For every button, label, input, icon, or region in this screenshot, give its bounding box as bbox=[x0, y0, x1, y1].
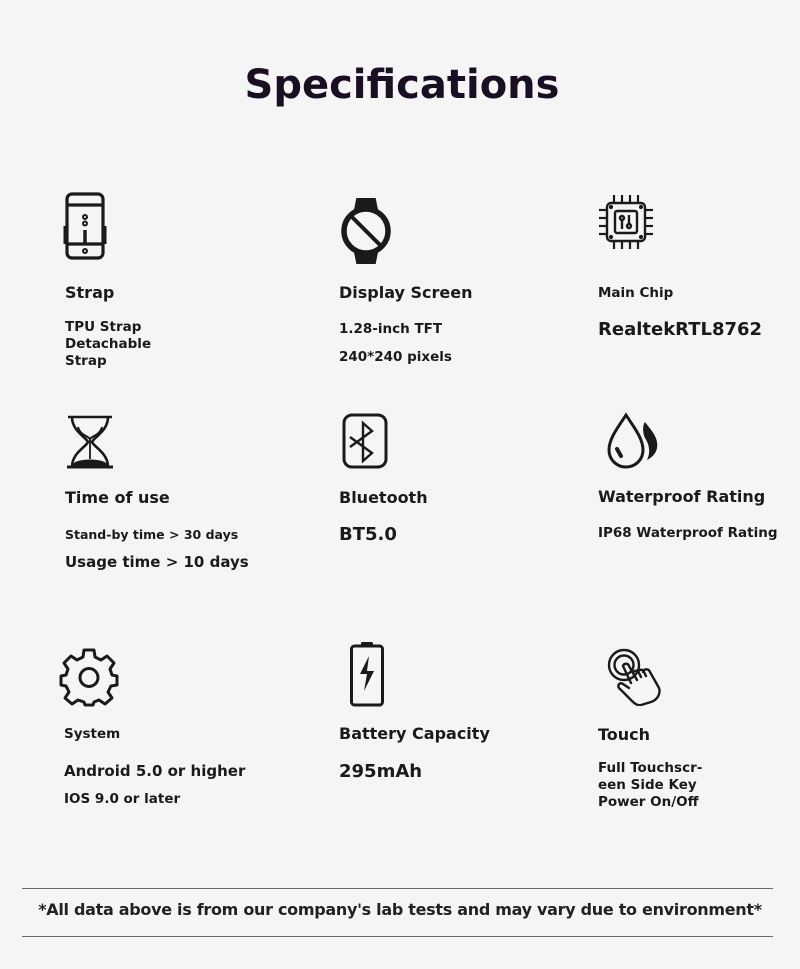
gear-icon bbox=[59, 647, 119, 707]
battery-icon bbox=[349, 641, 385, 707]
spec-label: Touch bbox=[598, 725, 651, 744]
spec-value bbox=[65, 319, 151, 370]
spec-value-line: Full Touchscr- bbox=[598, 760, 703, 776]
spec-value: IOS 9.0 or later bbox=[64, 791, 181, 807]
spec-value-line: TPU Strap bbox=[65, 319, 142, 335]
spec-label: Main Chip bbox=[598, 285, 674, 301]
spec-value: 1.28-inch TFT bbox=[339, 321, 443, 337]
spec-value-line: Detachable bbox=[65, 336, 152, 352]
watch-strap-icon bbox=[62, 192, 108, 260]
spec-value: Usage time > 10 days bbox=[65, 553, 249, 571]
footnote: *All data above is from our company's lab tests and may vary due to environment* bbox=[38, 900, 762, 919]
spec-label: System bbox=[64, 726, 121, 742]
spec-value bbox=[598, 760, 702, 811]
divider-top bbox=[22, 888, 773, 889]
spec-value: RealtekRTL8762 bbox=[598, 319, 763, 340]
spec-value: BT5.0 bbox=[339, 524, 397, 545]
spec-label: Display Screen bbox=[339, 283, 473, 302]
spec-label: Strap bbox=[65, 283, 115, 302]
page-title: Specifications bbox=[244, 62, 560, 108]
spec-value: Android 5.0 or higher bbox=[64, 762, 246, 780]
watch-face-icon bbox=[338, 198, 394, 264]
water-drop-icon bbox=[607, 412, 661, 470]
bluetooth-icon bbox=[342, 413, 388, 469]
spec-label: Bluetooth bbox=[339, 488, 428, 507]
chip-icon bbox=[598, 194, 654, 250]
divider-bottom bbox=[22, 936, 773, 937]
spec-label: Time of use bbox=[65, 488, 170, 507]
spec-value-line: een Side Key bbox=[598, 777, 697, 793]
spec-value: IP68 Waterproof Rating bbox=[598, 525, 778, 541]
spec-value: 240*240 pixels bbox=[339, 349, 452, 365]
touch-hand-icon bbox=[607, 648, 671, 706]
spec-value-line: Power On/Off bbox=[598, 794, 699, 810]
spec-value: Stand-by time > 30 days bbox=[65, 527, 239, 542]
spec-value: 295mAh bbox=[339, 761, 423, 782]
spec-value-line: Strap bbox=[65, 353, 107, 369]
hourglass-icon bbox=[66, 415, 114, 469]
spec-label: Waterproof Rating bbox=[598, 487, 766, 506]
spec-label: Battery Capacity bbox=[339, 724, 490, 743]
